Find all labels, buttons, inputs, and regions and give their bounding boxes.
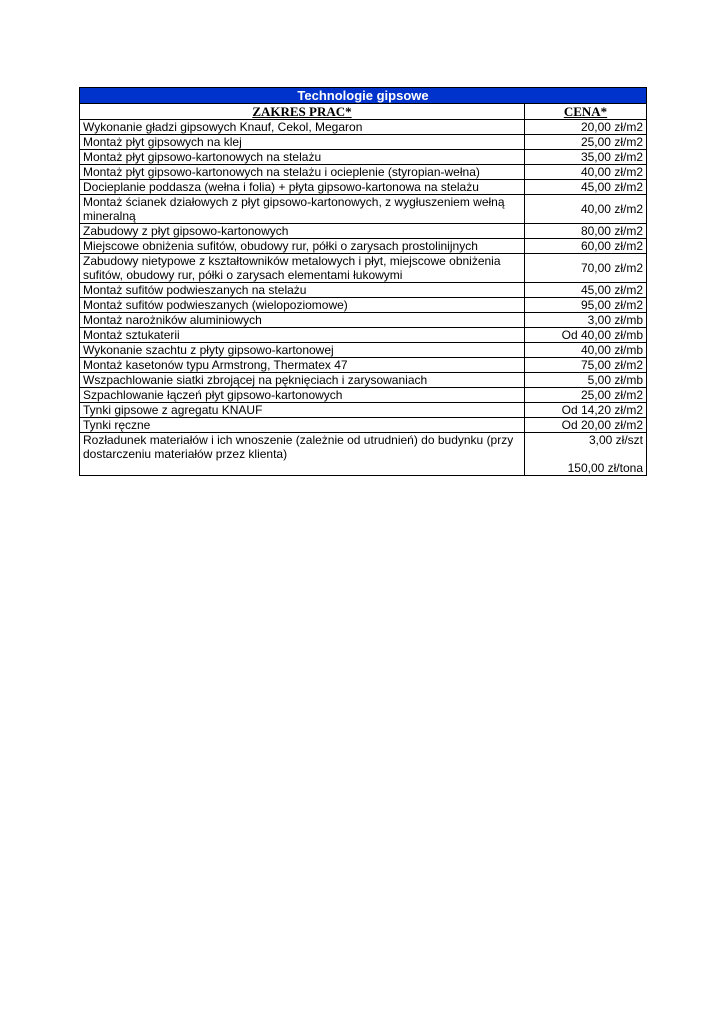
row-description: Szpachlowanie łączeń płyt gipsowo-kartonowych bbox=[80, 388, 525, 403]
row-price: 40,00 zł/m2 bbox=[525, 165, 647, 180]
row-price: 40,00 zł/m2 bbox=[525, 195, 647, 224]
row-price: 25,00 zł/m2 bbox=[525, 388, 647, 403]
row-price: Od 40,00 zł/mb bbox=[525, 328, 647, 343]
row-description: Tynki gipsowe z agregatu KNAUF bbox=[80, 403, 525, 418]
header-price: CENA* bbox=[525, 104, 647, 120]
row-price: 95,00 zł/m2 bbox=[525, 298, 647, 313]
row-price: 80,00 zł/m2 bbox=[525, 224, 647, 239]
table-row bbox=[80, 254, 647, 283]
row-price: 45,00 zł/m2 bbox=[525, 180, 647, 195]
table-title: Technologie gipsowe bbox=[80, 88, 647, 104]
table-row bbox=[80, 418, 647, 433]
row-price: 75,00 zł/m2 bbox=[525, 358, 647, 373]
table-row bbox=[80, 403, 647, 418]
table-row-unloading bbox=[80, 433, 647, 476]
row-description: Wszpachlowanie siatki zbrojącej na pęknięciach i zarysowaniach bbox=[80, 373, 525, 388]
unloading-description: Rozładunek materiałów i ich wnoszenie (zależnie od utrudnień) do budynku (przy dostarczeniu materiałów przez klienta) bbox=[83, 433, 514, 461]
row-description: Montaż sztukaterii bbox=[80, 328, 525, 343]
row-description: Wykonanie szachtu z płyty gipsowo-kartonowej bbox=[80, 343, 525, 358]
row-description: Zabudowy nietypowe z kształtowników metalowych i płyt, miejscowe obniżenia sufitów, obudowy rur, półki o zarysach elementami łukowymi bbox=[80, 254, 525, 283]
table-row bbox=[80, 120, 647, 135]
table-body bbox=[80, 120, 647, 476]
row-description: Montaż płyt gipsowych na klej bbox=[80, 135, 525, 150]
table-row bbox=[80, 165, 647, 180]
price-table bbox=[79, 87, 647, 476]
table-row bbox=[80, 135, 647, 150]
table-row bbox=[80, 328, 647, 343]
row-description: Tynki ręczne bbox=[80, 418, 525, 433]
table-row bbox=[80, 298, 647, 313]
table-row bbox=[80, 343, 647, 358]
row-description: Miejscowe obniżenia sufitów, obudowy rur, półki o zarysach prostolinijnych bbox=[80, 239, 525, 254]
price-per-piece: 3,00 zł/szt bbox=[588, 433, 643, 447]
row-price: 25,00 zł/m2 bbox=[525, 135, 647, 150]
row-price: 45,00 zł/m2 bbox=[525, 283, 647, 298]
row-description: Montaż płyt gipsowo-kartonowych na stelażu i ocieplenie (styropian-wełna) bbox=[80, 165, 525, 180]
row-description: Zabudowy z płyt gipsowo-kartonowych bbox=[80, 224, 525, 239]
table-row bbox=[80, 239, 647, 254]
price-per-ton: 150,00 zł/tona bbox=[567, 461, 643, 475]
row-description: Montaż sufitów podwieszanych (wielopoziomowe) bbox=[80, 298, 525, 313]
table-row bbox=[80, 180, 647, 195]
row-description: Docieplanie poddasza (wełna i folia) + płyta gipsowo-kartonowa na stelażu bbox=[80, 180, 525, 195]
row-price: 35,00 zł/m2 bbox=[525, 150, 647, 165]
table-row bbox=[80, 150, 647, 165]
row-description: Montaż narożników aluminiowych bbox=[80, 313, 525, 328]
row-description: Wykonanie gładzi gipsowych Knauf, Cekol, Megaron bbox=[80, 120, 525, 135]
row-price: Od 20,00 zł/m2 bbox=[525, 418, 647, 433]
row-price: Od 14,20 zł/m2 bbox=[525, 403, 647, 418]
row-description: Montaż sufitów podwieszanych na stelażu bbox=[80, 283, 525, 298]
row-spacer bbox=[83, 461, 521, 473]
table-title-row bbox=[80, 88, 647, 104]
table-row bbox=[80, 224, 647, 239]
row-price: 60,00 zł/m2 bbox=[525, 239, 647, 254]
table-row bbox=[80, 358, 647, 373]
header-scope: ZAKRES PRAC* bbox=[80, 104, 525, 120]
row-price: 40,00 zł/mb bbox=[525, 343, 647, 358]
row-price: 5,00 zł/mb bbox=[525, 373, 647, 388]
row-description bbox=[80, 433, 525, 476]
table-row bbox=[80, 283, 647, 298]
row-price bbox=[525, 433, 647, 476]
table-row bbox=[80, 388, 647, 403]
row-description: Montaż kasetonów typu Armstrong, Thermatex 47 bbox=[80, 358, 525, 373]
row-description: Montaż płyt gipsowo-kartonowych na stelażu bbox=[80, 150, 525, 165]
table-row bbox=[80, 195, 647, 224]
table-row bbox=[80, 313, 647, 328]
row-price: 70,00 zł/m2 bbox=[525, 254, 647, 283]
table-row bbox=[80, 373, 647, 388]
row-description: Montaż ścianek działowych z płyt gipsowo-kartonowych, z wygłuszeniem wełną mineralną bbox=[80, 195, 525, 224]
row-price: 3,00 zł/mb bbox=[525, 313, 647, 328]
table-header-row bbox=[80, 104, 647, 120]
row-price: 20,00 zł/m2 bbox=[525, 120, 647, 135]
